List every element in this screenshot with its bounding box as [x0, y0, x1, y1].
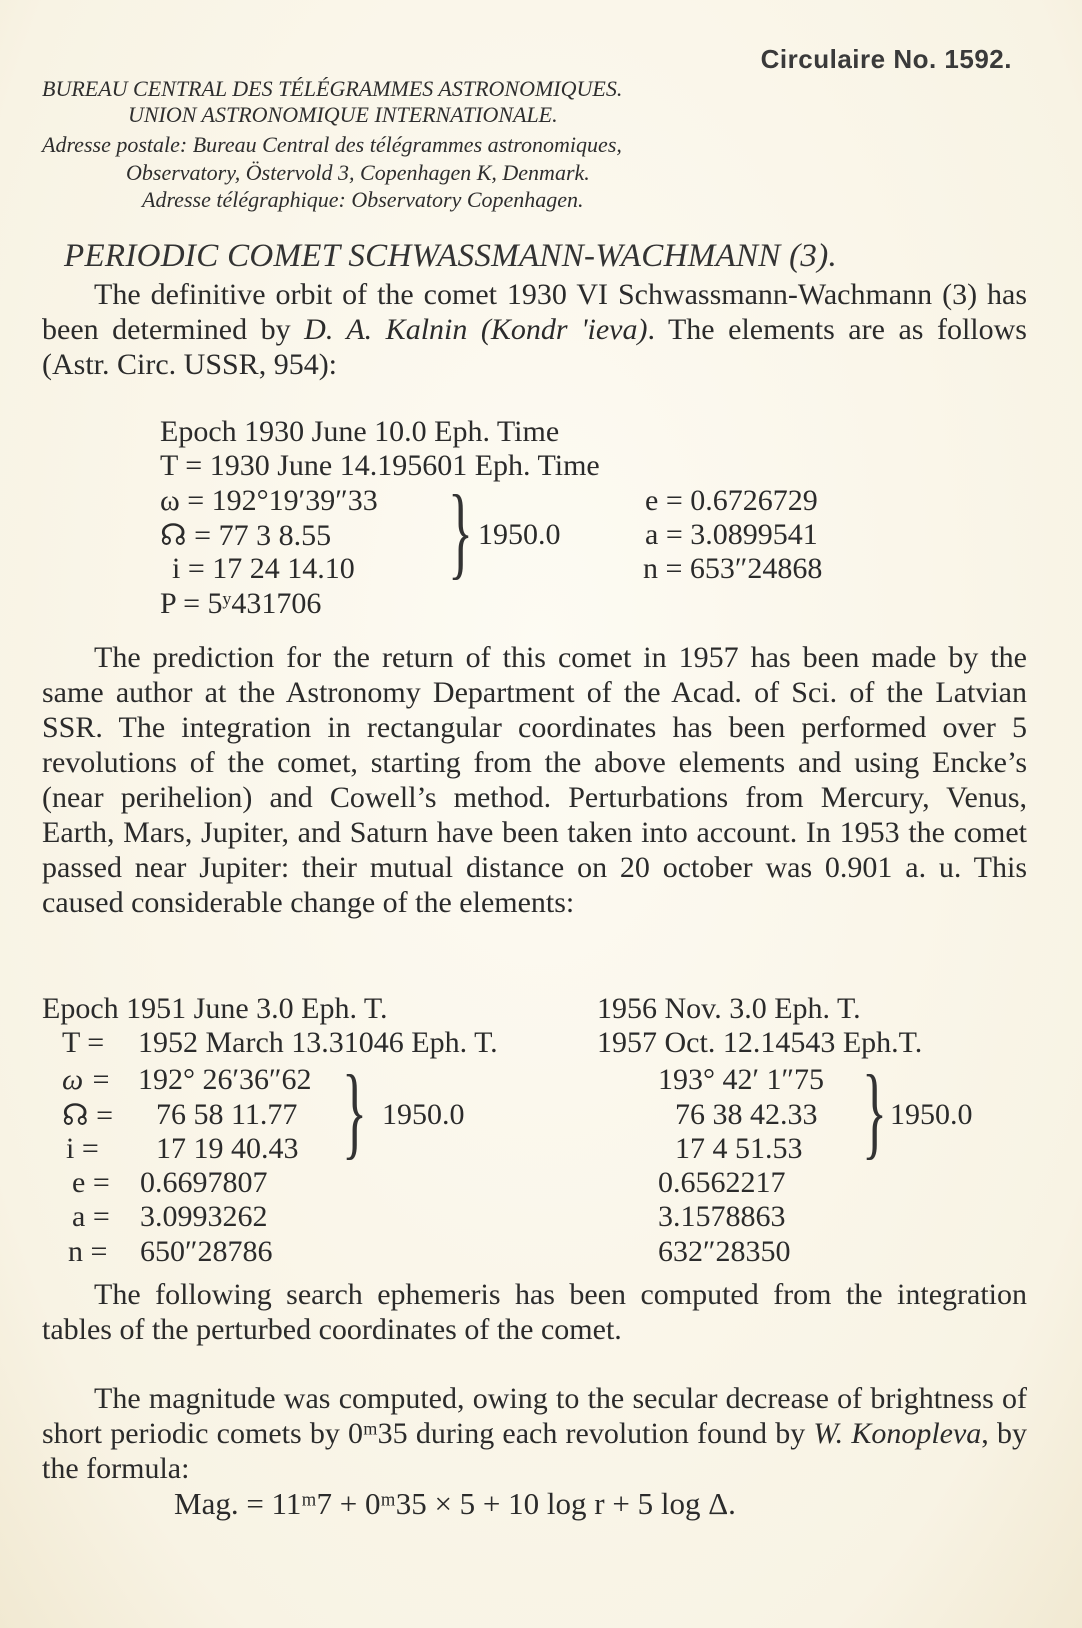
label-T: T = [62, 1026, 105, 1059]
intro-author: D. A. Kalnin (Kondr 'ieva) [304, 313, 648, 346]
T-1956: 1957 Oct. 12.14543 Eph.T. [597, 1026, 923, 1059]
search-ephemeris-paragraph [42, 1277, 1027, 1347]
node-1956: 76 38 42.33 [675, 1098, 818, 1131]
prediction-text: The prediction for the return of this comet in 1957 has been made by the same author at the Astronomy Department of the Acad. of Sci. of the Latvian SSR. The integration in rectangular coordinates has been performed over 5 revolutions of the comet, starting from the above elements and using Encke’s (near perihelion) and Cowell’s method. Perturbations from Mercury, Venus, Earth, Mars, Jupiter, and Saturn have been taken into account. In 1953 the comet passed near Jupiter: their mutual distance on 20 october was 0.901 a. u. This caused considerable change of the elements: [42, 641, 1027, 919]
label-inclination: i = [66, 1132, 99, 1165]
magnitude-paragraph [42, 1381, 1027, 1486]
a-1956: 3.1578863 [658, 1200, 786, 1233]
magnitude-text-1: The magnitude was computed, owing to the secular decrease of brightness of short periodic comets by 0ᵐ35 during each revolution found by [42, 1382, 1027, 1450]
label-e: e = [72, 1166, 110, 1199]
magnitude-author: W. Konopleva [813, 1417, 982, 1450]
equinox-brace-icon: } [448, 474, 473, 589]
label-node: ☊ = [62, 1099, 114, 1132]
orbit-1930-inclination: i = 17 24 14.10 [172, 552, 355, 585]
magnitude-formula: Mag. = 11ᵐ7 + 0ᵐ35 × 5 + 10 log r + 5 log Δ. [174, 1486, 736, 1521]
article-title: PERIODIC COMET SCHWASSMANN-WACHMANN (3). [64, 238, 838, 274]
a-1951: 3.0993262 [140, 1200, 268, 1233]
intro-text-1: The definitive orbit of the comet 1930 VI Schwassmann-Wachmann (3) has been determined by [42, 278, 1027, 346]
omega-1956: 193° 42′ 1″75 [658, 1063, 825, 1096]
telegraphic-address: Adresse télégraphique: Observatory Copenhagen. [142, 187, 584, 212]
equinox-1951: 1950.0 [382, 1098, 465, 1131]
label-n: n = [68, 1235, 108, 1268]
omega-1951: 192° 26′36″62 [138, 1063, 312, 1096]
orbit-1930-semimajor-axis: a = 3.0899541 [645, 518, 818, 551]
intro-text-2: . The elements are as follows (Astr. Circ. USSR, 954): [42, 313, 1027, 381]
postal-address-line-2: Observatory, Östervold 3, Copenhagen K, Denmark. [126, 160, 590, 185]
T-1951: 1952 March 13.31046 Eph. T. [138, 1026, 498, 1059]
e-1951: 0.6697807 [140, 1166, 268, 1199]
intro-paragraph [42, 277, 1027, 382]
orbit-1930-equinox: 1950.0 [478, 518, 561, 551]
orbit-1930-eccentricity: e = 0.6726729 [645, 484, 818, 517]
e-1956: 0.6562217 [658, 1166, 786, 1199]
magnitude-text-2: , by the formula: [42, 1417, 1027, 1485]
union-heading: UNION ASTRONOMIQUE INTERNATIONALE. [128, 102, 558, 127]
search-text: The following search ephemeris has been computed from the integration tables of the perturbed coordinates of the comet. [42, 1278, 1027, 1346]
equinox-brace-1951-icon: } [342, 1054, 367, 1169]
orbit-1930-perihelion-time: T = 1930 June 14.195601 Eph. Time [160, 449, 600, 482]
postal-address-line-1: Adresse postale: Bureau Central des télégrammes astronomiques, [42, 132, 622, 157]
inclination-1956: 17 4 51.53 [675, 1132, 803, 1165]
orbit-1930-omega: ω = 192°19′39″33 [160, 484, 378, 517]
orbit-1930-node: ☊ = 77 3 8.55 [160, 519, 332, 552]
bureau-heading: BUREAU CENTRAL DES TÉLÉGRAMMES ASTRONOMIQUES. [42, 76, 623, 101]
inclination-1951: 17 19 40.43 [156, 1132, 299, 1165]
orbit-1930-epoch: Epoch 1930 June 10.0 Eph. Time [160, 415, 560, 448]
epoch-1951: Epoch 1951 June 3.0 Eph. T. [42, 992, 388, 1025]
n-1951: 650″28786 [140, 1235, 273, 1268]
circular-number: Circulaire No. 1592. [760, 44, 1012, 74]
orbit-1930-mean-motion: n = 653″24868 [643, 552, 823, 585]
equinox-1956: 1950.0 [890, 1098, 973, 1131]
n-1956: 632″28350 [658, 1235, 791, 1268]
equinox-brace-1956-icon: } [862, 1054, 887, 1169]
orbit-1930-period: P = 5ʸ431706 [160, 587, 322, 620]
epoch-1956: 1956 Nov. 3.0 Eph. T. [597, 992, 861, 1025]
label-a: a = [72, 1200, 110, 1233]
label-omega: ω = [62, 1063, 111, 1096]
node-1951: 76 58 11.77 [156, 1098, 298, 1131]
prediction-paragraph [42, 640, 1027, 920]
